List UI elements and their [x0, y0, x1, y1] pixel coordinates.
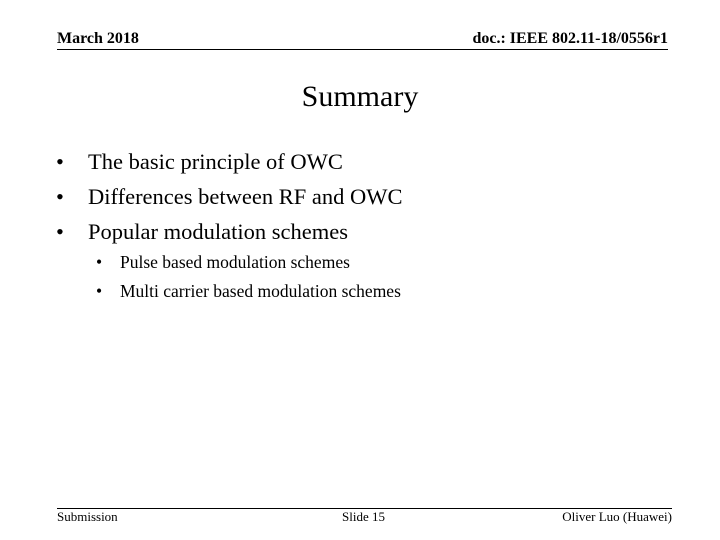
sub-bullet-item [96, 277, 401, 306]
footer-author: Oliver Luo (Huawei) [562, 509, 672, 524]
footer-submission: Submission [57, 509, 118, 524]
header-doc-id: doc.: IEEE 802.11-18/0556r1 [472, 30, 668, 47]
sub-bullet-text: Multi carrier based modulation schemes [120, 281, 401, 301]
bullet-item [56, 214, 402, 249]
bullet-text: The basic principle of OWC [88, 149, 343, 174]
bullet-item [56, 144, 402, 179]
bullet-glyph: • [56, 149, 64, 174]
bullet-item [56, 179, 402, 214]
footer-slide-number: Slide 15 [342, 509, 385, 524]
sub-bullet-glyph: • [96, 252, 103, 272]
bullet-glyph: • [56, 219, 64, 244]
bullet-text: Popular modulation schemes [88, 219, 348, 244]
sub-bullet-item [96, 248, 401, 277]
bullet-glyph: • [56, 184, 64, 209]
sub-bullet-glyph: • [96, 281, 103, 301]
header-date: March 2018 [57, 30, 139, 47]
bullet-text: Differences between RF and OWC [88, 184, 403, 209]
slide-title: Summary [301, 80, 419, 113]
sub-bullet-text: Pulse based modulation schemes [120, 252, 350, 272]
sub-bullet-list [96, 248, 401, 306]
header-divider [57, 49, 668, 50]
bullet-list [56, 144, 402, 249]
